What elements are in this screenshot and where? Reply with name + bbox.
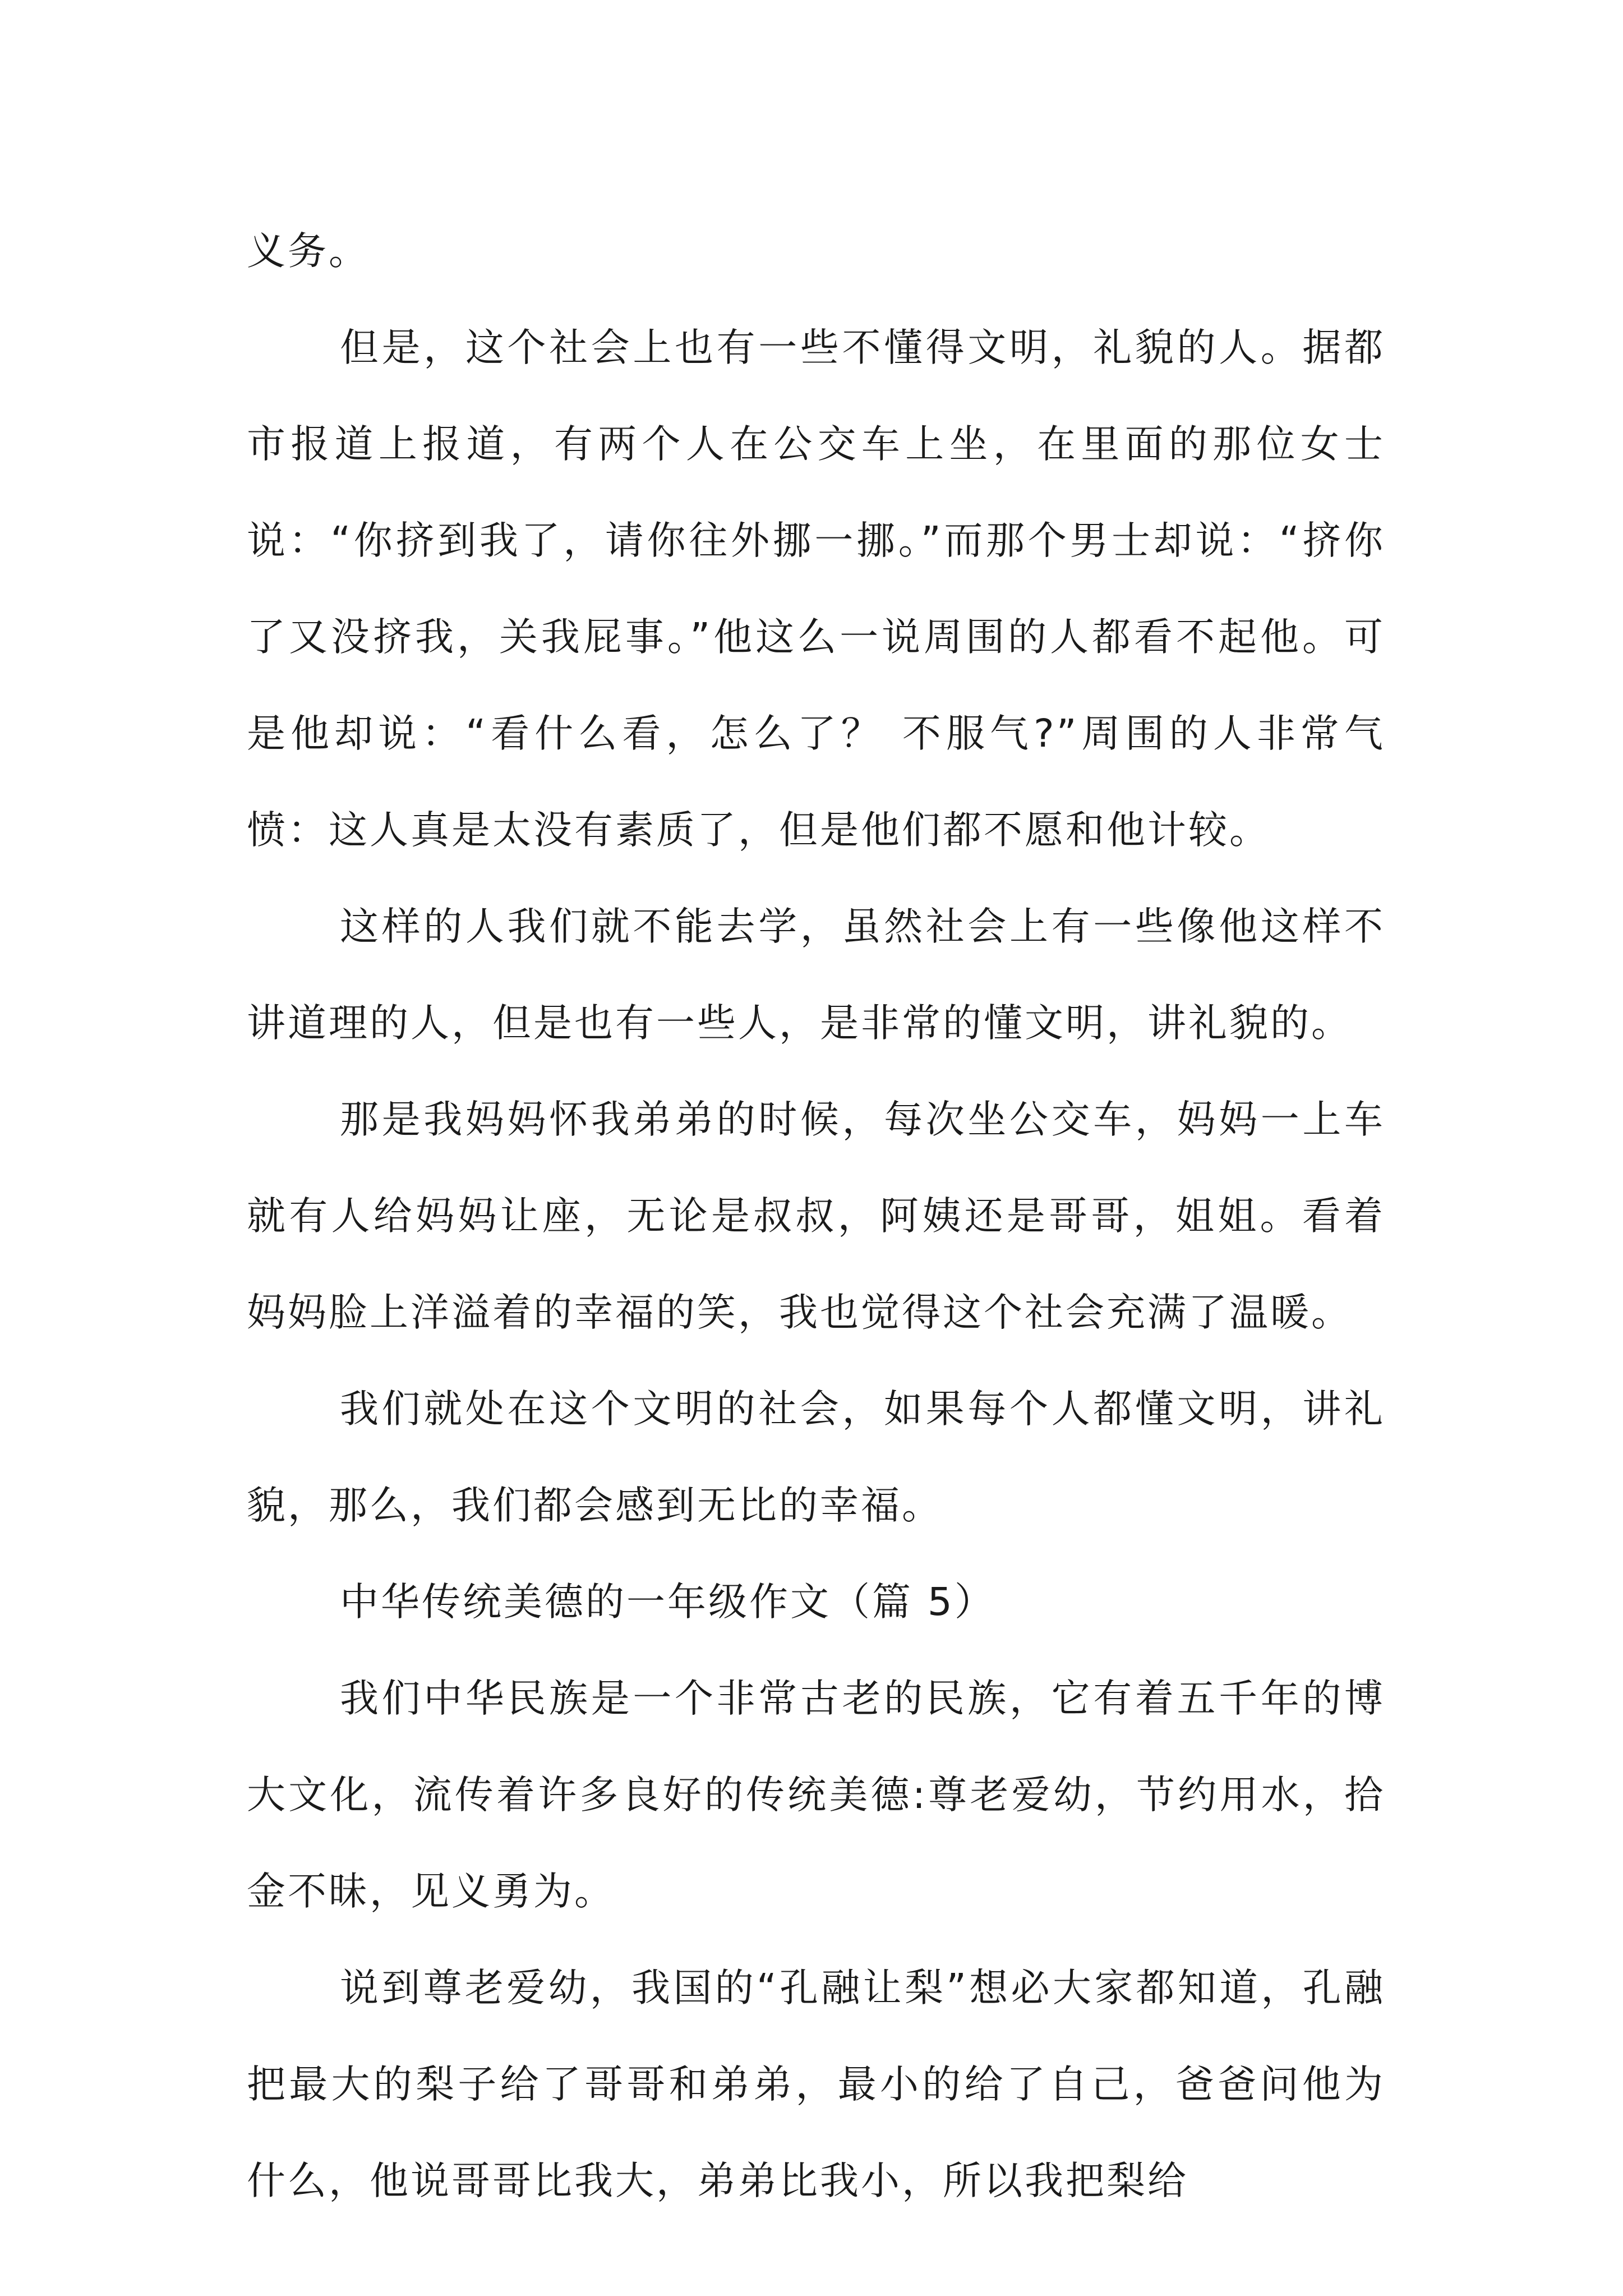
paragraph-do-not-learn: 这样的人我们就不能去学，虽然社会上有一些像他这样不讲道理的人，但是也有一些人，是非常的懂文明，讲礼貌的。 <box>247 904 1385 1046</box>
document-body <box>247 203 1385 2229</box>
paragraph-kong-rong: 说到尊老爱幼，我国的“孔融让梨”想必大家都知道，孔融把最大的梨子给了哥哥和弟弟，最小的给了自己，爸爸问他为什么，他说哥哥比我大，弟弟比我小，所以我把梨给 <box>247 1966 1385 2203</box>
paragraph-bus-seat: 那是我妈妈怀我弟弟的时候，每次坐公交车，妈妈一上车就有人给妈妈让座，无论是叔叔，阿姨还是哥哥，姐姐。看着妈妈脸上洋溢着的幸福的笑，我也觉得这个社会充满了温暖。 <box>247 1097 1385 1335</box>
paragraph-chinese-virtues: 我们中华民族是一个非常古老的民族，它有着五千年的博大文化，流传着许多良好的传统美德:尊老爱幼，节约用水，拾金不昧，见义勇为。 <box>247 1676 1385 1914</box>
paragraph-civilized-society: 我们就处在这个文明的社会，如果每个人都懂文明，讲礼貌，那么，我们都会感到无比的幸福。 <box>247 1387 1385 1528</box>
paragraph-uncivil-man: 但是，这个社会上也有一些不懂得文明，礼貌的人。据都市报道上报道，有两个人在公交车上坐，在里面的那位女士说：“你挤到我了，请你往外挪一挪。”而那个男士却说：“挤你了又没挤我，关我屁事。”他这么一说周围的人都看不起他。可是他却说：“看什么看，怎么了？ 不服气?”周围的人非常气愤：这人真是太没有素质了，但是他们都不愿和他计较。 <box>247 325 1385 853</box>
section-heading: 中华传统美德的一年级作文（篇 5） <box>340 1580 995 1625</box>
paragraph-continuation: 义务。 <box>247 229 370 274</box>
